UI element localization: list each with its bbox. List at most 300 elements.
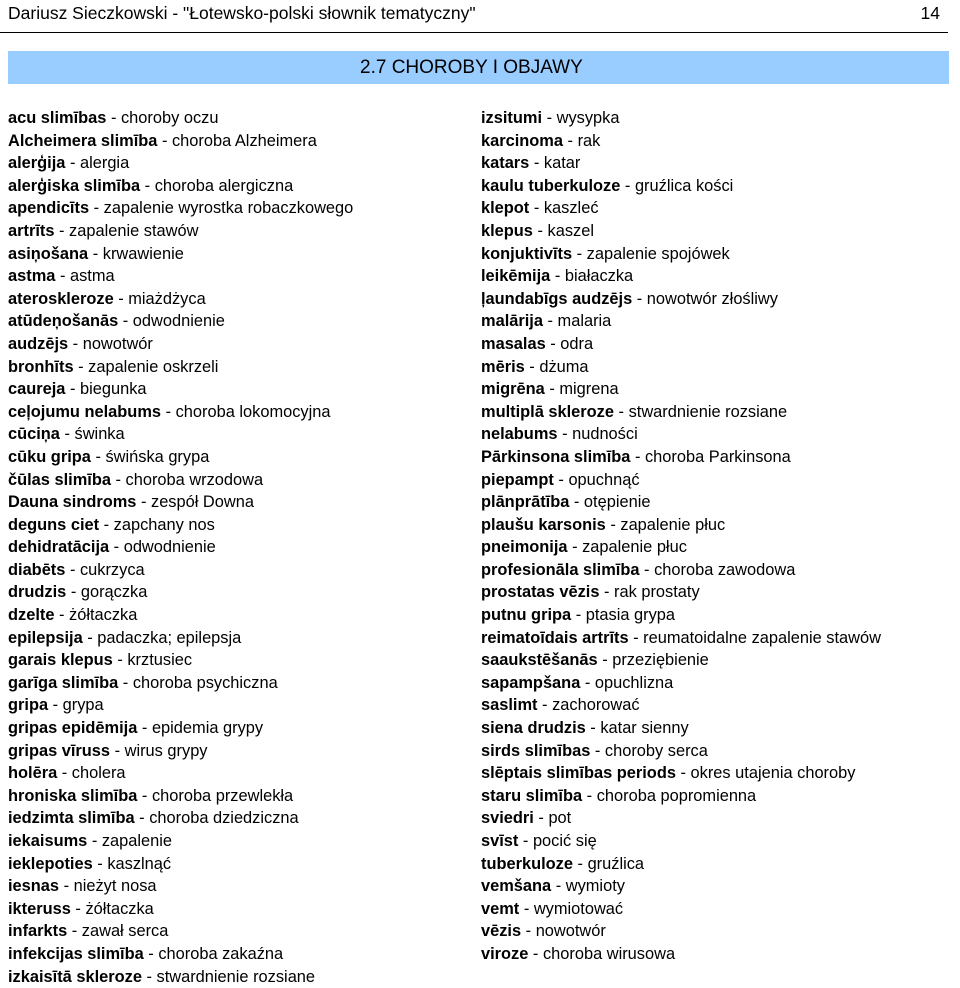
polish-translation: wirus grypy xyxy=(124,741,208,760)
dictionary-entry xyxy=(8,401,478,424)
polish-translation: opuchnąć xyxy=(568,470,640,489)
latvian-term: sapampšana xyxy=(481,673,581,692)
dictionary-entry xyxy=(481,581,951,604)
term-separator: - xyxy=(48,696,63,715)
term-separator: - xyxy=(59,877,74,896)
term-separator: - xyxy=(639,560,655,579)
polish-translation: wymiotować xyxy=(533,899,624,918)
latvian-term: čūlas slimība xyxy=(8,470,111,489)
term-separator: - xyxy=(590,741,605,760)
polish-translation: kaszlnąć xyxy=(107,854,172,873)
latvian-term: klepot xyxy=(481,199,530,218)
term-separator: - xyxy=(143,944,159,963)
dictionary-entry xyxy=(481,627,951,650)
dictionary-entry xyxy=(481,265,951,288)
dictionary-entry xyxy=(481,107,951,130)
term-separator: - xyxy=(550,267,565,286)
latvian-term: Alcheimera slimība xyxy=(8,131,158,150)
latvian-term: caureja xyxy=(8,380,66,399)
term-separator: - xyxy=(88,244,103,263)
latvian-term: dehidratācija xyxy=(8,538,110,557)
dictionary-entry xyxy=(8,288,478,311)
dictionary-entry xyxy=(8,423,478,446)
polish-translation: zapalenie płuc xyxy=(582,538,687,557)
term-separator: - xyxy=(567,538,583,557)
latvian-term: deguns ciet xyxy=(8,515,100,534)
latvian-term: artrīts xyxy=(8,221,55,240)
polish-translation: wymioty xyxy=(565,877,625,896)
dictionary-entry xyxy=(8,604,478,627)
left-term-column xyxy=(8,107,478,988)
dictionary-entry xyxy=(481,243,951,266)
page-header xyxy=(8,1,940,25)
term-separator: - xyxy=(528,944,543,963)
term-separator: - xyxy=(557,425,573,444)
latvian-term: karcinoma xyxy=(481,131,563,150)
latvian-term: iesnas xyxy=(8,877,60,896)
polish-translation: nowotwór złośliwy xyxy=(646,289,778,308)
header-divider xyxy=(0,32,948,33)
polish-translation: żółtaczka xyxy=(85,899,154,918)
dictionary-entry xyxy=(8,920,478,943)
polish-translation: białaczka xyxy=(564,267,634,286)
dictionary-entry xyxy=(8,875,478,898)
polish-translation: katar sienny xyxy=(600,719,689,738)
term-separator: - xyxy=(545,334,561,353)
term-separator: - xyxy=(614,402,629,421)
latvian-term: malārija xyxy=(481,312,543,331)
term-separator: - xyxy=(529,154,544,173)
dictionary-entry xyxy=(8,220,478,243)
polish-translation: zapalenie xyxy=(101,832,173,850)
dictionary-entry xyxy=(481,310,951,333)
polish-translation: zawał serca xyxy=(81,922,169,941)
dictionary-entry xyxy=(8,694,478,717)
latvian-term: atūdeņošanās xyxy=(8,312,119,331)
dictionary-entry xyxy=(481,446,951,469)
dictionary-entry xyxy=(8,197,478,220)
latvian-term: slēptais slimības periods xyxy=(481,764,676,783)
term-separator: - xyxy=(136,493,151,512)
term-separator: - xyxy=(572,244,587,263)
page-number: 14 xyxy=(920,3,940,23)
dictionary-entry xyxy=(8,762,478,785)
latvian-term: gripas vīruss xyxy=(8,741,111,760)
dictionary-entry xyxy=(481,717,951,740)
dictionary-entry xyxy=(481,875,951,898)
latvian-term: saslimt xyxy=(481,696,538,715)
dictionary-entry xyxy=(481,152,951,175)
term-separator: - xyxy=(533,809,549,828)
polish-translation: gruźlica xyxy=(587,854,645,873)
term-separator: - xyxy=(141,967,157,986)
term-separator: - xyxy=(137,786,152,805)
dictionary-entry xyxy=(481,740,951,763)
latvian-term: gripa xyxy=(8,696,49,715)
dictionary-entry xyxy=(481,920,951,943)
right-term-column xyxy=(481,107,951,966)
polish-translation: nowotwór xyxy=(82,334,153,353)
latvian-term: ikteruss xyxy=(8,899,71,918)
term-separator: - xyxy=(161,402,176,421)
dictionary-entry xyxy=(8,581,478,604)
dictionary-entry xyxy=(481,514,951,537)
dictionary-entry xyxy=(481,175,951,198)
dictionary-entry xyxy=(8,559,478,582)
term-separator: - xyxy=(529,199,544,218)
dictionary-entry xyxy=(481,807,951,830)
term-separator: - xyxy=(59,425,75,444)
latvian-term: dzelte xyxy=(8,606,55,625)
polish-translation: kaszleć xyxy=(543,199,599,218)
term-separator: - xyxy=(585,719,601,738)
section-banner xyxy=(8,51,949,84)
term-separator: - xyxy=(68,334,83,353)
dictionary-entry xyxy=(8,717,478,740)
dictionary-entry xyxy=(481,762,951,785)
latvian-term: katars xyxy=(481,154,530,173)
term-separator: - xyxy=(632,289,647,308)
polish-translation: gruźlica kości xyxy=(634,176,734,195)
dictionary-entry xyxy=(481,356,951,379)
polish-translation: okres utajenia choroby xyxy=(690,764,856,783)
polish-translation: otępienie xyxy=(583,493,651,512)
polish-translation: grypa xyxy=(62,696,104,715)
term-separator: - xyxy=(580,673,595,692)
term-separator: - xyxy=(597,651,613,670)
polish-translation: zapalenie płuc xyxy=(620,515,726,534)
latvian-term: plānprātība xyxy=(481,493,570,512)
polish-translation: zespół Downa xyxy=(151,493,254,512)
document-title: Dariusz Sieczkowski - "Łotewsko-polski słownik tematyczny" xyxy=(8,3,476,23)
dictionary-entry xyxy=(8,898,478,921)
polish-translation: miażdżyca xyxy=(128,289,206,308)
polish-translation: choroba przewlekła xyxy=(151,786,294,805)
polish-translation: kaszel xyxy=(547,221,594,240)
polish-translation: cholera xyxy=(71,764,126,783)
latvian-term: vemt xyxy=(481,899,520,918)
latvian-term: vemšana xyxy=(481,877,552,896)
dictionary-entry xyxy=(481,672,951,695)
term-separator: - xyxy=(553,470,569,489)
dictionary-entry xyxy=(8,672,478,695)
term-separator: - xyxy=(630,447,645,466)
dictionary-entry xyxy=(8,649,478,672)
polish-translation: choroba Alzheimera xyxy=(171,131,317,150)
term-separator: - xyxy=(524,357,540,376)
polish-translation: choroby serca xyxy=(604,741,708,760)
polish-translation: odra xyxy=(560,334,594,353)
latvian-term: audzējs xyxy=(8,334,69,353)
polish-translation: choroba alergiczna xyxy=(154,176,294,195)
term-separator: - xyxy=(110,470,126,489)
latvian-term: kaulu tuberkuloze xyxy=(481,176,621,195)
term-separator: - xyxy=(675,764,691,783)
dictionary-entry xyxy=(481,220,951,243)
latvian-term: iedzimta slimība xyxy=(8,809,135,828)
dictionary-entry xyxy=(8,469,478,492)
dictionary-entry xyxy=(8,536,478,559)
dictionary-entry xyxy=(8,943,478,966)
polish-translation: choroba zawodowa xyxy=(654,560,796,579)
term-separator: - xyxy=(518,832,533,850)
latvian-term: infekcijas slimība xyxy=(8,944,144,963)
latvian-term: cūku gripa xyxy=(8,447,91,466)
dictionary-entry xyxy=(481,649,951,672)
term-separator: - xyxy=(157,131,172,150)
dictionary-entry xyxy=(8,378,478,401)
term-separator: - xyxy=(519,899,534,918)
latvian-term: reimatoīdais artrīts xyxy=(481,628,629,647)
term-separator: - xyxy=(65,560,80,579)
polish-translation: zapchany nos xyxy=(113,515,215,534)
term-separator: - xyxy=(569,493,584,512)
polish-translation: zachorować xyxy=(552,696,640,715)
polish-translation: choroba wirusowa xyxy=(542,944,676,963)
latvian-term: svīst xyxy=(481,832,519,850)
term-separator: - xyxy=(92,854,108,873)
term-separator: - xyxy=(65,380,80,399)
polish-translation: zapalenie spojówek xyxy=(586,244,730,263)
dictionary-entry xyxy=(481,536,951,559)
dictionary-entry xyxy=(8,356,478,379)
polish-translation: choroba Parkinsona xyxy=(644,447,791,466)
polish-translation: opuchlizna xyxy=(594,673,674,692)
polish-translation: nowotwór xyxy=(535,922,606,941)
section-title: 2.7 CHOROBY I OBJAWY xyxy=(360,57,583,78)
dictionary-entry xyxy=(8,446,478,469)
latvian-term: diabēts xyxy=(8,560,66,579)
dictionary-entry xyxy=(481,378,951,401)
polish-translation: padaczka; epilepsja xyxy=(97,628,242,647)
polish-translation: stwardnienie rozsiane xyxy=(628,402,788,421)
latvian-term: epilepsija xyxy=(8,628,83,647)
dictionary-entry xyxy=(8,514,478,537)
term-separator: - xyxy=(599,583,615,602)
term-separator: - xyxy=(542,312,558,331)
latvian-term: iekaisums xyxy=(8,832,88,850)
polish-translation: pocić się xyxy=(532,832,597,850)
latvian-term: sviedri xyxy=(481,809,534,828)
polish-translation: zapalenie wyrostka robaczkowego xyxy=(103,199,354,218)
term-separator: - xyxy=(118,312,133,331)
dictionary-entry xyxy=(8,853,478,876)
latvian-term: acu slimības xyxy=(8,109,107,127)
dictionary-entry xyxy=(481,288,951,311)
latvian-term: leikēmija xyxy=(481,267,551,286)
term-separator: - xyxy=(112,651,128,670)
dictionary-entry xyxy=(481,853,951,876)
latvian-term: alerģiska slimība xyxy=(8,176,141,195)
term-separator: - xyxy=(532,221,548,240)
latvian-term: ceļojumu nelabums xyxy=(8,402,162,421)
polish-translation: katar xyxy=(543,154,581,173)
polish-translation: zapalenie stawów xyxy=(69,221,199,240)
dictionary-entry xyxy=(8,830,478,853)
polish-translation: wysypka xyxy=(556,109,620,127)
latvian-term: holēra xyxy=(8,764,58,783)
term-separator: - xyxy=(620,176,635,195)
term-separator: - xyxy=(521,922,536,941)
term-separator: - xyxy=(542,109,557,127)
latvian-term: profesionāla slimība xyxy=(481,560,640,579)
term-separator: - xyxy=(106,109,121,127)
latvian-term: hroniska slimība xyxy=(8,786,138,805)
term-separator: - xyxy=(54,606,70,625)
polish-translation: nudności xyxy=(572,425,638,444)
latvian-term: migrēna xyxy=(481,380,545,399)
term-separator: - xyxy=(137,719,152,738)
term-separator: - xyxy=(134,809,150,828)
polish-translation: rak prostaty xyxy=(614,583,700,602)
latvian-term: tuberkuloze xyxy=(481,854,573,873)
latvian-term: garīga slimība xyxy=(8,673,119,692)
dictionary-entry xyxy=(481,943,951,966)
polish-translation: choroba dziedziczna xyxy=(149,809,299,828)
dictionary-entry xyxy=(481,333,951,356)
dictionary-entry xyxy=(481,604,951,627)
latvian-term: putnu gripa xyxy=(481,606,572,625)
latvian-term: Dauna sindroms xyxy=(8,493,137,512)
polish-translation: migrena xyxy=(559,380,619,399)
dictionary-entry xyxy=(481,469,951,492)
polish-translation: pot xyxy=(548,809,572,828)
dictionary-entry xyxy=(8,491,478,514)
term-separator: - xyxy=(605,515,621,534)
dictionary-entry xyxy=(8,265,478,288)
dictionary-entry xyxy=(8,130,478,153)
term-separator: - xyxy=(93,199,104,218)
polish-translation: odwodnienie xyxy=(132,312,225,331)
latvian-term: siena drudzis xyxy=(481,719,586,738)
polish-translation: choroba popromienna xyxy=(596,786,757,805)
polish-translation: biegunka xyxy=(80,380,147,399)
latvian-term: saaukstēšanās xyxy=(481,651,598,670)
dictionary-entry xyxy=(481,491,951,514)
latvian-term: infarkts xyxy=(8,922,68,941)
term-separator: - xyxy=(113,289,129,308)
term-separator: - xyxy=(628,628,644,647)
term-separator: - xyxy=(87,832,102,850)
polish-translation: reumatoidalne zapalenie stawów xyxy=(643,628,881,647)
dictionary-entry xyxy=(481,830,951,853)
latvian-term: masalas xyxy=(481,334,546,353)
latvian-term: bronhīts xyxy=(8,357,74,376)
polish-translation: świnka xyxy=(74,425,125,444)
dictionary-entry xyxy=(481,130,951,153)
latvian-term: astma xyxy=(8,267,56,286)
dictionary-entry xyxy=(8,175,478,198)
term-separator: - xyxy=(54,221,70,240)
term-separator: - xyxy=(582,786,597,805)
polish-translation: zapalenie oskrzeli xyxy=(88,357,219,376)
polish-translation: świńska grypa xyxy=(105,447,210,466)
term-separator: - xyxy=(110,741,125,760)
latvian-term: gripas epidēmija xyxy=(8,719,138,738)
dictionary-entry xyxy=(481,197,951,220)
polish-translation: choroba wrzodowa xyxy=(125,470,264,489)
latvian-term: piepampt xyxy=(481,470,554,489)
polish-translation: nieżyt nosa xyxy=(73,877,157,896)
latvian-term: drudzis xyxy=(8,583,67,602)
dictionary-entry xyxy=(8,807,478,830)
term-separator: - xyxy=(571,606,586,625)
latvian-term: konjuktivīts xyxy=(481,244,573,263)
dictionary-entry xyxy=(8,243,478,266)
latvian-term: garais klepus xyxy=(8,651,113,670)
latvian-term: viroze xyxy=(481,944,529,963)
latvian-term: klepus xyxy=(481,221,533,240)
polish-translation: choroby oczu xyxy=(120,109,219,127)
latvian-term: ateroskleroze xyxy=(8,289,114,308)
dictionary-entry xyxy=(481,559,951,582)
latvian-term: vēzis xyxy=(481,922,522,941)
term-separator: - xyxy=(544,380,560,399)
term-separator: - xyxy=(563,131,578,150)
latvian-term: mēris xyxy=(481,357,525,376)
polish-translation: stwardnienie rozsiane xyxy=(156,967,316,986)
polish-translation: żółtaczka xyxy=(69,606,138,625)
term-separator: - xyxy=(55,267,70,286)
term-separator: - xyxy=(82,628,98,647)
term-separator: - xyxy=(140,176,155,195)
polish-translation: dżuma xyxy=(539,357,589,376)
term-separator: - xyxy=(572,854,588,873)
latvian-term: cūciņa xyxy=(8,425,60,444)
dictionary-entry xyxy=(481,898,951,921)
polish-translation: gorączka xyxy=(80,583,148,602)
dictionary-entry xyxy=(481,401,951,424)
polish-translation: cukrzyca xyxy=(79,560,145,579)
polish-translation: malaria xyxy=(557,312,612,331)
term-separator: - xyxy=(109,538,124,557)
polish-translation: odwodnienie xyxy=(123,538,216,557)
latvian-term: ieklepoties xyxy=(8,854,93,873)
polish-translation: astma xyxy=(69,267,115,286)
term-separator: - xyxy=(66,583,81,602)
polish-translation: przeziębienie xyxy=(612,651,709,670)
latvian-term: nelabums xyxy=(481,425,558,444)
term-separator: - xyxy=(67,922,82,941)
polish-translation: rak xyxy=(577,131,601,150)
latvian-term: asiņošana xyxy=(8,244,89,263)
latvian-term: pneimonija xyxy=(481,538,568,557)
dictionary-entry xyxy=(481,785,951,808)
polish-translation: choroba psychiczna xyxy=(132,673,278,692)
dictionary-entry xyxy=(8,740,478,763)
latvian-term: staru slimība xyxy=(481,786,583,805)
polish-translation: epidemia grypy xyxy=(151,719,264,738)
term-separator: - xyxy=(57,764,72,783)
term-separator: - xyxy=(118,673,133,692)
term-separator: - xyxy=(99,515,114,534)
dictionary-entry xyxy=(8,333,478,356)
dictionary-entry xyxy=(8,152,478,175)
latvian-term: alerģija xyxy=(8,154,66,173)
latvian-term: prostatas vēzis xyxy=(481,583,600,602)
latvian-term: izsitumi xyxy=(481,109,543,127)
polish-translation: alergia xyxy=(79,154,130,173)
latvian-term: sirds slimības xyxy=(481,741,591,760)
latvian-term: ļaundabīgs audzējs xyxy=(481,289,633,308)
latvian-term: plaušu karsonis xyxy=(481,515,606,534)
term-separator: - xyxy=(65,154,80,173)
polish-translation: ptasia grypa xyxy=(585,606,676,625)
latvian-term: izkaisītā skleroze xyxy=(8,967,142,986)
term-separator: - xyxy=(551,877,566,896)
dictionary-entry xyxy=(8,107,478,130)
term-separator: - xyxy=(537,696,553,715)
